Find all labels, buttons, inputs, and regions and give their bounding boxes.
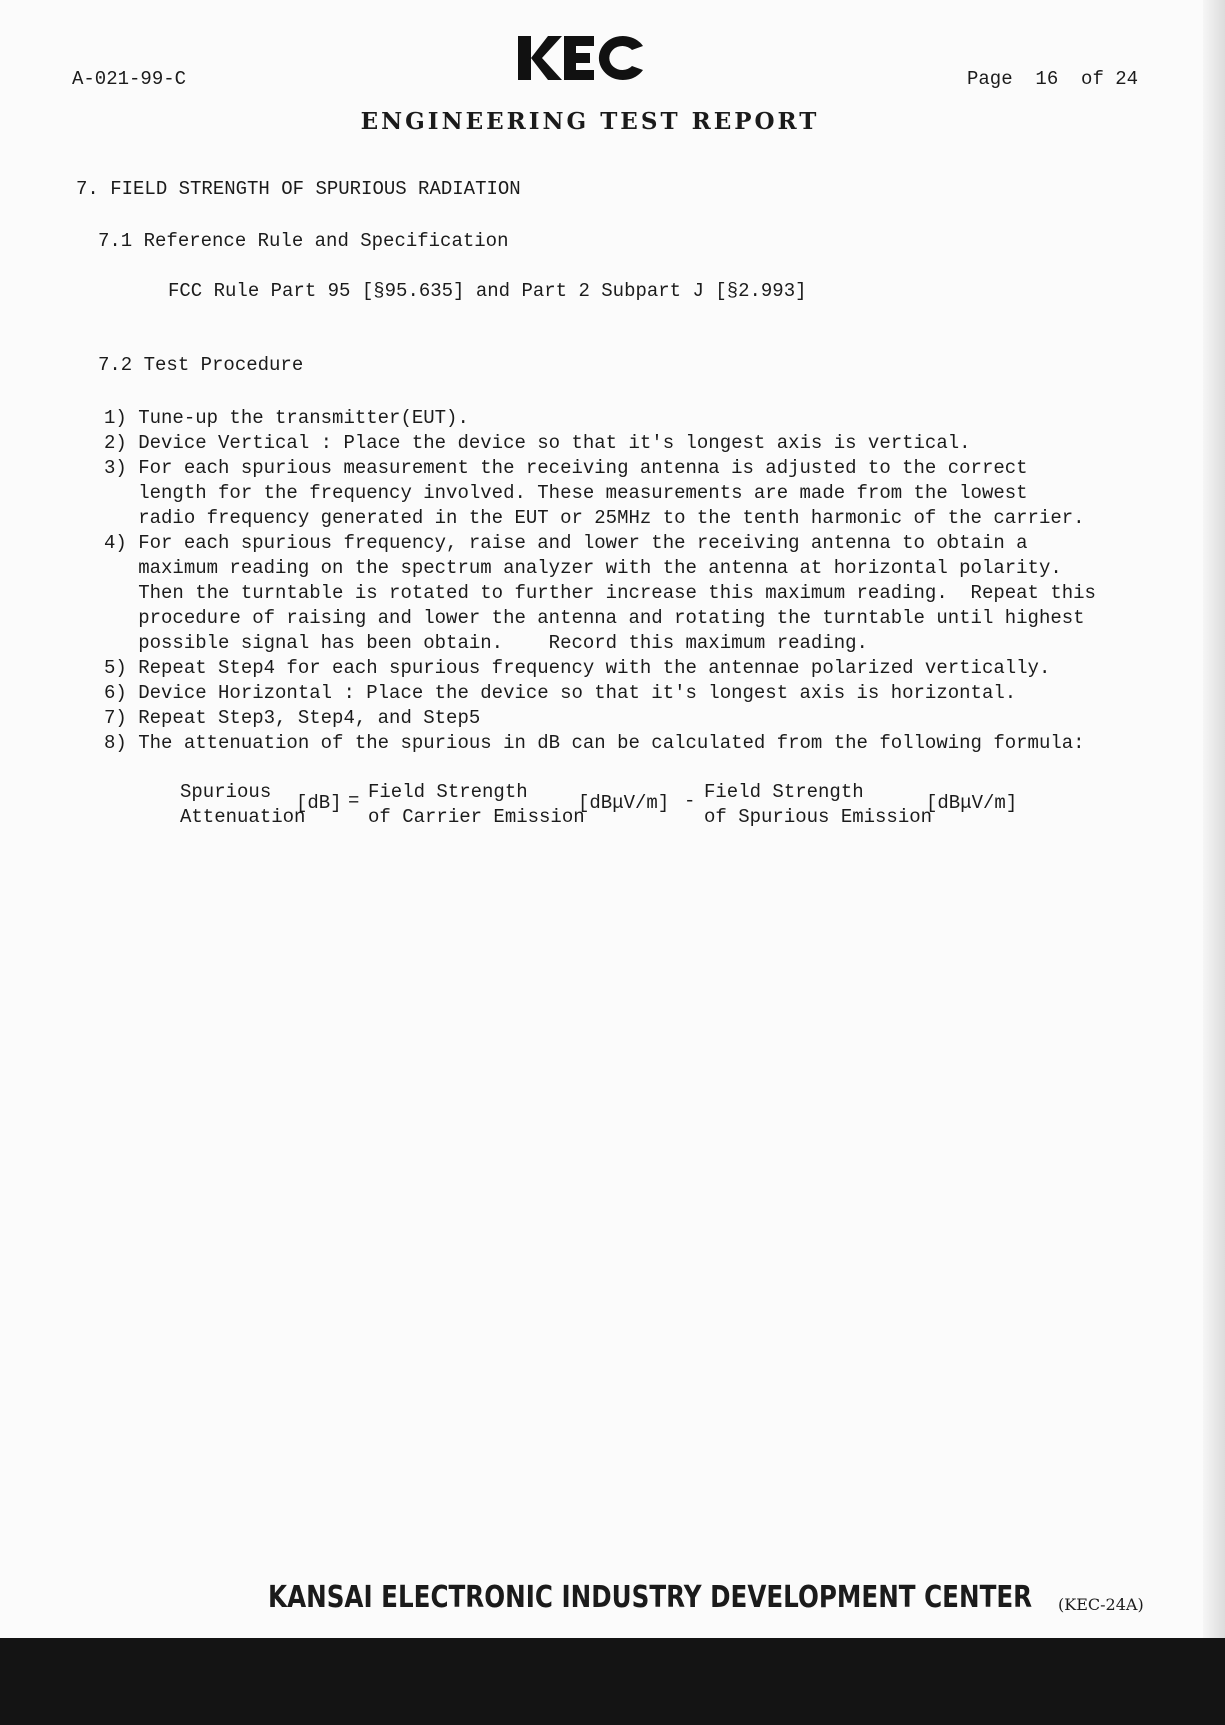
subsection-title-procedure: 7.2 Test Procedure bbox=[98, 354, 304, 376]
formula-term1-line2: of Carrier Emission bbox=[368, 806, 585, 828]
formula-lhs bbox=[180, 780, 305, 830]
procedure-line: 6) Device Horizontal : Place the device so that it's longest axis is horizontal. bbox=[104, 682, 1017, 704]
formula-term1 bbox=[368, 780, 585, 830]
procedure-line: length for the frequency involved. These measurements are made from the lowest bbox=[104, 482, 1028, 504]
section-title: 7. FIELD STRENGTH OF SPURIOUS RADIATION bbox=[76, 178, 521, 200]
procedure-line: procedure of raising and lower the antenna and rotating the turntable until highest bbox=[104, 607, 1085, 629]
procedure-line: possible signal has been obtain. Record this maximum reading. bbox=[104, 632, 868, 654]
procedure-line: 2) Device Vertical : Place the device so that it's longest axis is vertical. bbox=[104, 432, 971, 454]
procedure-line: 8) The attenuation of the spurious in dB can be calculated from the following formula: bbox=[104, 732, 1085, 754]
form-code: (KEC-24A) bbox=[1058, 1595, 1144, 1614]
formula-term1-unit: [dBμV/m] bbox=[578, 792, 670, 814]
formula-minus: - bbox=[684, 790, 696, 812]
formula-equals: = bbox=[348, 790, 360, 812]
procedure-line: Then the turntable is rotated to further increase this maximum reading. Repeat this bbox=[104, 582, 1096, 604]
procedure-line: maximum reading on the spectrum analyzer with the antenna at horizontal polarity. bbox=[104, 557, 1062, 579]
formula-lhs-unit: [dB] bbox=[296, 792, 342, 814]
kec-logo bbox=[516, 32, 646, 84]
procedure-line: radio frequency generated in the EUT or 25MHz to the tenth harmonic of the carrier. bbox=[104, 507, 1085, 529]
page-label: Page bbox=[967, 68, 1013, 90]
scan-edge bbox=[1203, 0, 1225, 1638]
of-label: of bbox=[1081, 68, 1104, 90]
formula-term2-line2: of Spurious Emission bbox=[704, 806, 933, 828]
procedure-steps bbox=[104, 406, 1104, 756]
procedure-line: 7) Repeat Step3, Step4, and Step5 bbox=[104, 707, 481, 729]
formula-term2 bbox=[704, 780, 932, 830]
page-indicator bbox=[967, 68, 1138, 90]
procedure-line: 1) Tune-up the transmitter(EUT). bbox=[104, 407, 469, 429]
formula-lhs-line2: Attenuation bbox=[180, 806, 306, 828]
document-code: A-021-99-C bbox=[72, 68, 187, 90]
organization-name: KANSAI ELECTRONIC INDUSTRY DEVELOPMENT CENTER bbox=[268, 1580, 1033, 1615]
formula-term1-line1: Field Strength bbox=[368, 781, 528, 803]
page-number: 16 bbox=[1035, 68, 1059, 90]
formula-lhs-line1: Spurious bbox=[180, 781, 272, 803]
reference-rule-text: FCC Rule Part 95 [§95.635] and Part 2 Subpart J [§2.993] bbox=[168, 280, 807, 302]
procedure-line: 5) Repeat Step4 for each spurious frequency with the antennae polarized vertically. bbox=[104, 657, 1051, 679]
procedure-line: 4) For each spurious frequency, raise and lower the receiving antenna to obtain a bbox=[104, 532, 1028, 554]
formula-term2-unit: [dBμV/m] bbox=[926, 792, 1018, 814]
subsection-title-reference: 7.1 Reference Rule and Specification bbox=[98, 230, 509, 252]
formula-term2-line1: Field Strength bbox=[704, 781, 864, 803]
report-title: ENGINEERING TEST REPORT bbox=[360, 108, 820, 135]
scan-bottom-band bbox=[0, 1638, 1225, 1725]
total-pages: 24 bbox=[1115, 68, 1139, 90]
procedure-line: 3) For each spurious measurement the receiving antenna is adjusted to the correct bbox=[104, 457, 1028, 479]
attenuation-formula bbox=[180, 780, 1060, 836]
